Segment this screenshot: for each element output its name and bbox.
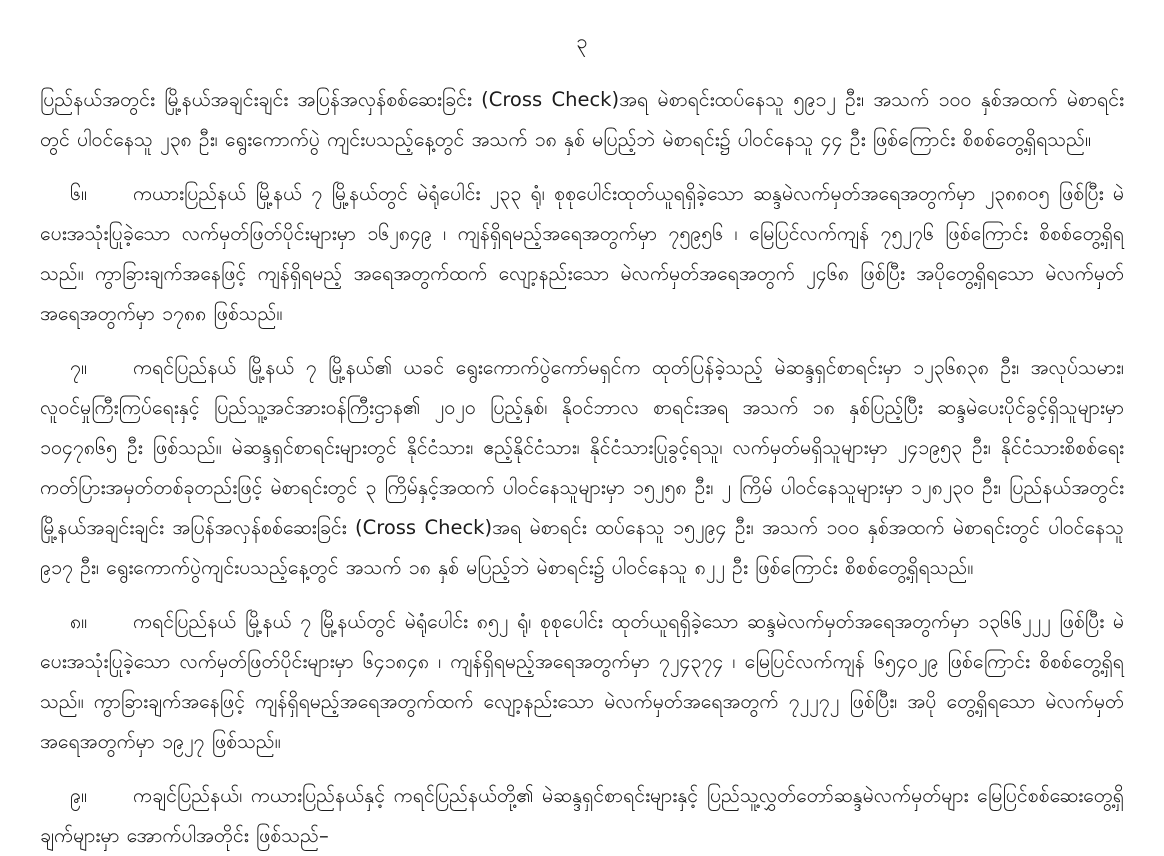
paragraph — [40, 348, 1124, 588]
paragraph — [40, 776, 1124, 856]
paragraph-number: ၆။ — [70, 182, 87, 205]
paragraph — [40, 80, 1124, 160]
paragraph-text: ပြည်နယ်အတွင်း မြို့နယ်အချင်းချင်း အပြန်အလှန်စစ်ဆေးခြင်း (Cross Check)အရ မဲစာရင်းထပ်နေသူ ၅၉၁၂ ဦး၊ အသက် ၁၀၀ နှစ်အထက် မဲစာရင်းတွင် ပါဝင်နေသူ ၂၃၈ ဦး၊ ရွေးကောက်ပွဲ ကျင်းပသည့်နေ့တွင် အသက် ၁၈ နှစ် မပြည့်ဘဲ မဲစာရင်း၌ ပါဝင်နေသူ ၄၄ ဦး ဖြစ်ကြောင်း စိစစ်တွေ့ရှိရသည်။ — [40, 88, 1124, 151]
paragraph-text: ကရင်ပြည်နယ် မြို့နယ် ၇ မြို့နယ်တွင် မဲရုံပေါင်း ၈၅၂ ရုံ၊ စုစုပေါင်း ထုတ်ယူရရှိခဲ့သော ဆန္ဒမဲလက်မှတ်အရေအတွက်မှာ ၁၃၆၆၂၂၂ ဖြစ်ပြီး မဲပေးအသုံးပြုခဲ့သော လက်မှတ်ဖြတ်ပိုင်းများမှာ ၆၄၁၈၄၈ ၊ ကျန်ရှိရမည့်အရေအတွက်မှာ ၇၂၄၃၇၄ ၊ မြေပြင်လက်ကျန် ၆၅၄၀၂၉ ဖြစ်ကြောင်း စိစစ်တွေ့ရှိရသည်။ ကွာခြားချက်အနေဖြင့် ကျန်ရှိရမည့်အရေအတွက်ထက် လျော့နည်းသော မဲလက်မှတ်အရေအတွက် ၇၂၂၇၂ ဖြစ်ပြီး၊ အပို တွေ့ရှိရသော မဲလက်မှတ် အရေအတွက်မှာ ၁၉၂၇ ဖြစ်သည်။ — [40, 610, 1124, 753]
paragraph-text: ကချင်ပြည်နယ်၊ ကယားပြည်နယ်နှင့် ကရင်ပြည်နယ်တို့၏ မဲဆန္ဒရှင်စာရင်းများနှင့် ပြည်သူ့လွှတ်တော်ဆန္ဒမဲလက်မှတ်များ မြေပြင်စစ်ဆေးတွေ့ရှိချက်များမှာ အောက်ပါအတိုင်း ဖြစ်သည်– — [40, 784, 1124, 847]
page-number: ၃ — [576, 29, 588, 53]
paragraph-number: ၉။ — [70, 784, 87, 807]
paragraph — [40, 174, 1124, 334]
paragraph-number: ၇။ — [70, 356, 87, 379]
paragraph-text: ကရင်ပြည်နယ် မြို့နယ် ၇ မြို့နယ်၏ ယခင် ရွေးကောက်ပွဲကော်မရှင်က ထုတ်ပြန်ခဲ့သည့် မဲဆန္ဒရှင်စာရင်းမှာ ၁၂၃၆၈၃၈ ဦး၊ အလုပ်သမား၊ လူဝင်မှုကြီးကြပ်ရေးနှင့် ပြည်သူ့အင်အားဝန်ကြီးဌာန၏ ၂၀၂၀ ပြည့်နှစ်၊ နိုဝင်ဘာလ စာရင်းအရ အသက် ၁၈ နှစ်ပြည့်ပြီး ဆန္ဒမဲပေးပိုင်ခွင့်ရှိသူများမှာ ၁၀၄၇၈၆၅ ဦး ဖြစ်သည်။ မဲဆန္ဒရှင်စာရင်းများတွင် နိုင်ငံသား၊ ဧည့်နိုင်ငံသား၊ နိုင်ငံသားပြုခွင့်ရသူ၊ လက်မှတ်မရှိသူများမှာ ၂၄၁၉၅၃ ဦး၊ နိုင်ငံသားစိစစ်ရေးကတ်ပြားအမှတ်တစ်ခုတည်းဖြင့် မဲစာရင်းတွင် ၃ ကြိမ်နှင့်အထက် ပါဝင်နေသူများမှာ ၁၅၂၅၈ ဦး၊ ၂ ကြိမ် ပါဝင်နေသူများမှာ ၁၂၈၂၃၀ ဦး၊ ပြည်နယ်အတွင်း မြို့နယ်အချင်းချင်း အပြန်အလှန်စစ်ဆေးခြင်း (Cross Check)အရ မဲစာရင်း ထပ်နေသူ ၁၅၂၉၄ ဦး၊ အသက် ၁၀၀ နှစ်အထက် မဲစာရင်းတွင် ပါဝင်နေသူ ၉၁၇ ဦး၊ ရွေးကောက်ပွဲကျင်းပသည့်နေ့တွင် အသက် ၁၈ နှစ် မပြည့်ဘဲ မဲစာရင်း၌ ပါဝင်နေသူ ၈၂၂ ဦး ဖြစ်ကြောင်း စိစစ်တွေ့ရှိရသည်။ — [40, 356, 1124, 579]
paragraph-text: ကယားပြည်နယ် မြို့နယ် ၇ မြို့နယ်တွင် မဲရုံပေါင်း ၂၃၃ ရုံ၊ စုစုပေါင်းထုတ်ယူရရှိခဲ့သော ဆန္ဒမဲလက်မှတ်အရေအတွက်မှာ ၂၃၈၈၀၅ ဖြစ်ပြီး မဲပေးအသုံးပြုခဲ့သော လက်မှတ်ဖြတ်ပိုင်းများမှာ ၁၆၂၈၄၉ ၊ ကျန်ရှိရမည့်အရေအတွက်မှာ ၇၅၉၅၆ ၊ မြေပြင်လက်ကျန် ၇၅၂၇၆ ဖြစ်ကြောင်း စိစစ်တွေ့ရှိရသည်။ ကွာခြားချက်အနေဖြင့် ကျန်ရှိရမည့် အရေအတွက်ထက် လျော့နည်းသော မဲလက်မှတ်အရေအတွက် ၂၄၆၈ ဖြစ်ပြီး အပိုတွေ့ရှိရသော မဲလက်မှတ် အရေအတွက်မှာ ၁၇၈၈ ဖြစ်သည်။ — [40, 182, 1124, 325]
paragraph — [40, 602, 1124, 762]
paragraph-number: ၈။ — [70, 610, 88, 633]
